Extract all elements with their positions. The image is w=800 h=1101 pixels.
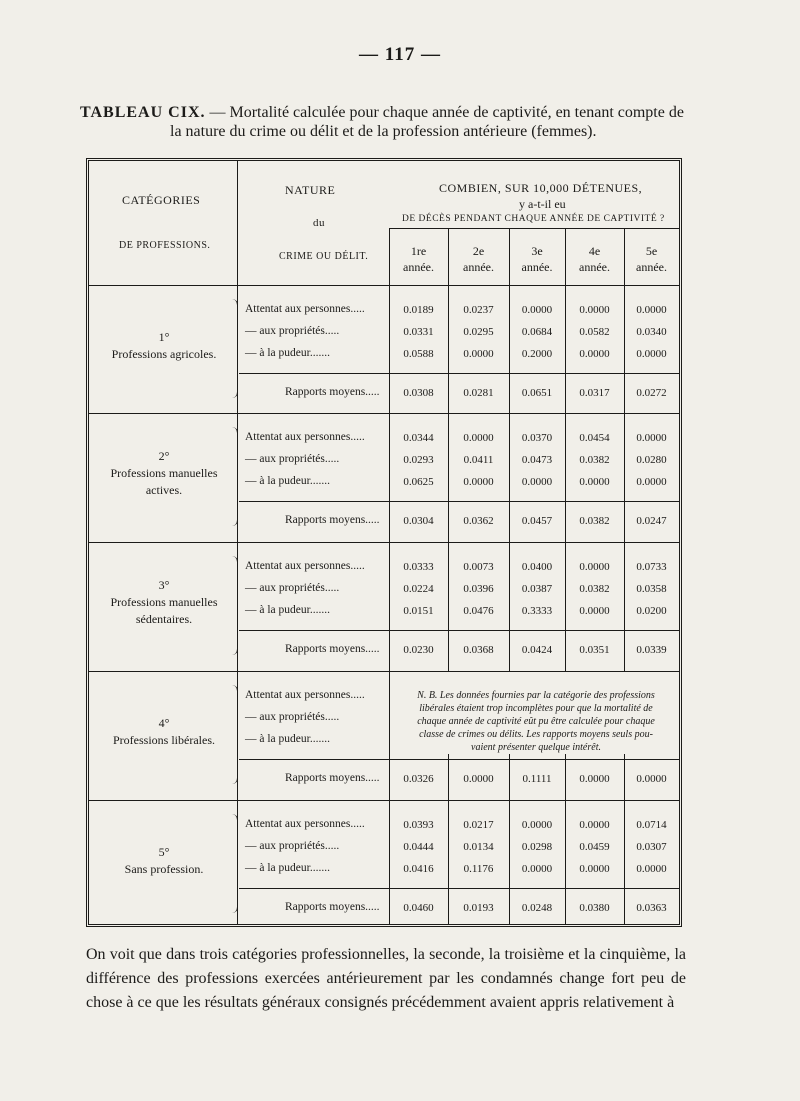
table-cell: 0.0582 xyxy=(579,326,610,338)
table-cell: 0.0000 xyxy=(463,476,494,488)
category-label: 2° xyxy=(158,449,170,463)
summary-cell: 0.0247 xyxy=(636,515,667,527)
table-cell: 0.0000 xyxy=(636,348,667,360)
year-word: année. xyxy=(403,260,434,274)
header-combien-question: DE DÉCÈS PENDANT CHAQUE ANNÉE DE CAPTIVITÉ ? xyxy=(402,214,665,224)
table-cell: 0.0000 xyxy=(579,819,610,831)
header-categories: CATÉGORIES xyxy=(122,193,201,207)
table-cell: 0.0000 xyxy=(521,819,553,831)
summary-cell: 0.0000 xyxy=(636,773,667,785)
summary-cell: 0.0460 xyxy=(403,902,434,914)
footer-paragraph: On voit que dans trois catégories professionnelles, la seconde, la troisième et la cinquième, la différence des professions exercées antérieurement par les condamnés change fort peu de chose à ce que les résultats généraux consignés précédemment avaient appris relativement à xyxy=(86,946,686,1011)
table-cell: 0.0237 xyxy=(463,304,494,316)
table-cell: 0.0000 xyxy=(636,476,667,488)
table-rule xyxy=(239,630,679,631)
table-cell: 0.0454 xyxy=(579,432,610,444)
crime-label: Attentat aux personnes..... xyxy=(245,431,365,443)
summary-label: Rapports moyens..... xyxy=(285,772,380,784)
table-cell: 0.0217 xyxy=(463,819,494,831)
table-cell: 0.0000 xyxy=(579,863,610,875)
summary-cell: 0.0362 xyxy=(463,515,494,527)
year-word: année. xyxy=(579,260,610,274)
table-cell: 0.0331 xyxy=(403,326,434,338)
year-ordinal: 4e xyxy=(588,244,601,258)
category-label: Professions manuelles xyxy=(110,466,218,480)
year-ordinal: 3e xyxy=(531,244,543,258)
crime-label: Attentat aux personnes..... xyxy=(245,303,365,315)
table-cell: 0.0393 xyxy=(403,819,434,831)
table-cell: 0.0416 xyxy=(403,863,434,875)
table-cell: 0.0333 xyxy=(403,561,434,573)
category-label: 1° xyxy=(158,329,170,344)
table-cell: 0.0000 xyxy=(521,304,553,316)
table-cell: 0.0134 xyxy=(463,841,494,853)
summary-cell: 0.0248 xyxy=(521,902,553,914)
table-cell: 0.0000 xyxy=(521,863,553,875)
table-rule xyxy=(239,501,679,502)
summary-cell: 0.1111 xyxy=(522,773,552,785)
table-cell: 0.0000 xyxy=(636,432,667,444)
table-cell: 0.0370 xyxy=(521,432,553,444)
summary-cell: 0.0651 xyxy=(521,387,553,399)
summary-cell: 0.0304 xyxy=(403,515,434,527)
summary-cell: 0.0351 xyxy=(579,644,610,656)
summary-cell: 0.0382 xyxy=(579,515,610,527)
table-cell: 0.0473 xyxy=(521,454,553,466)
table-rule xyxy=(239,759,679,760)
table-cell: 0.0444 xyxy=(403,841,434,853)
summary-cell: 0.0230 xyxy=(403,644,434,656)
table-cell: 0.0189 xyxy=(403,304,434,316)
year-header xyxy=(624,243,679,275)
crime-label: Attentat aux personnes..... xyxy=(245,560,365,572)
table-cell: 0.0411 xyxy=(463,454,494,466)
note-line: classe de crimes ou délits. Les rapports moyens seuls pou- xyxy=(419,729,653,740)
summary-cell: 0.0457 xyxy=(521,515,553,527)
table-cell: 0.0151 xyxy=(403,605,434,617)
category-label: 4° xyxy=(158,715,170,730)
header-nature: NATURE xyxy=(285,183,336,197)
crime-label: — à la pudeur....... xyxy=(245,733,330,745)
year-ordinal: 2e xyxy=(472,244,485,258)
category-label: Sans profession. xyxy=(124,861,204,876)
table-cell: 0.0295 xyxy=(463,326,494,338)
table-cell: 0.0476 xyxy=(463,605,494,617)
category-label: 5° xyxy=(158,844,170,859)
brace-icon xyxy=(231,299,238,398)
table-cell: 0.0298 xyxy=(521,841,553,853)
table-cell: 0.0073 xyxy=(463,561,494,573)
year-ordinal: 5e xyxy=(645,244,658,258)
crime-label: Attentat aux personnes..... xyxy=(245,689,365,701)
category-label: Professions libérales. xyxy=(113,732,215,747)
table-cell: 0.0224 xyxy=(403,583,434,595)
table-cell: 0.0340 xyxy=(636,326,667,338)
table-cell: 0.0588 xyxy=(403,348,434,360)
summary-cell: 0.0363 xyxy=(636,902,667,914)
table-cell: 0.0459 xyxy=(579,841,610,853)
table-cell: 0.0307 xyxy=(636,841,667,853)
category-label: Professions agricoles. xyxy=(111,346,217,361)
summary-cell: 0.0424 xyxy=(521,644,553,656)
brace-icon xyxy=(231,685,238,784)
header-nature-sub: CRIME OU DÉLIT. xyxy=(279,251,369,262)
crime-label: Attentat aux personnes..... xyxy=(245,818,365,830)
summary-cell: 0.0281 xyxy=(463,387,494,399)
summary-cell: 0.0000 xyxy=(579,773,610,785)
table-cell: 0.0733 xyxy=(636,561,667,573)
table-cell: 0.0382 xyxy=(579,454,610,466)
table-cell: 0.0000 xyxy=(636,304,667,316)
table-cell: 0.0344 xyxy=(403,432,434,444)
table-cell: 0.0000 xyxy=(579,304,610,316)
year-word: année. xyxy=(463,260,494,274)
header-combien-sub: y a-t-il eu xyxy=(519,197,566,211)
table-cell: 0.0396 xyxy=(463,583,494,595)
header-nature-du: du xyxy=(313,217,325,229)
summary-cell: 0.0326 xyxy=(403,773,434,785)
summary-cell: 0.0308 xyxy=(403,387,434,399)
category-label: Professions manuelles xyxy=(110,595,218,609)
category-label: sédentaires. xyxy=(135,612,193,626)
summary-cell: 0.0380 xyxy=(579,902,610,914)
page-number: — 117 — xyxy=(359,44,441,65)
note-box xyxy=(393,689,679,754)
note-line: N. B. Les données fournies par la catégorie des professions xyxy=(417,690,655,701)
table-cell: 0.0000 xyxy=(579,561,610,573)
year-header xyxy=(565,243,624,275)
table-cell: 0.0714 xyxy=(636,819,667,831)
summary-cell: 0.0000 xyxy=(463,773,494,785)
table-cell: 0.0400 xyxy=(521,561,553,573)
table-cell: 0.2000 xyxy=(521,348,553,360)
summary-cell: 0.0317 xyxy=(579,387,610,399)
category-label: 3° xyxy=(158,578,170,592)
table-cell: 0.0358 xyxy=(636,583,667,595)
summary-label: Rapports moyens..... xyxy=(285,643,380,655)
table-heading xyxy=(80,103,690,141)
crime-label: — à la pudeur....... xyxy=(245,347,330,359)
table-cell: 0.0000 xyxy=(463,432,494,444)
table-rule xyxy=(89,542,679,543)
crime-label: — aux propriétés..... xyxy=(245,582,340,594)
table-cell: 0.0200 xyxy=(636,605,667,617)
summary-label: Rapports moyens..... xyxy=(285,514,380,526)
table-cell: 0.0000 xyxy=(636,863,667,875)
table-cell: 0.0000 xyxy=(463,348,494,360)
header-combien: COMBIEN, SUR 10,000 DÉTENUES, xyxy=(439,181,643,195)
table-cell: 0.0293 xyxy=(403,454,434,466)
note-line: libérales étaient trop incomplètes pour que la mortalité de xyxy=(419,703,653,714)
crime-label: — à la pudeur....... xyxy=(245,862,330,874)
table-cell: 0.0382 xyxy=(579,583,610,595)
table-label: TABLEAU CIX. xyxy=(80,104,206,121)
table-rule xyxy=(89,413,679,414)
table-cell: 0.0280 xyxy=(636,454,667,466)
table-cell: 0.1176 xyxy=(463,863,494,875)
heading-line-1: — Mortalité calculée pour chaque année de captivité, en tenant compte de xyxy=(209,104,684,121)
table-cell: 0.0000 xyxy=(579,476,610,488)
table-cell: 0.0625 xyxy=(403,476,434,488)
crime-label: — aux propriétés..... xyxy=(245,840,340,852)
brace-icon xyxy=(231,814,238,913)
heading-line-2: la nature du crime ou délit et de la profession antérieure (femmes). xyxy=(170,123,597,140)
table-cell: 0.3333 xyxy=(521,605,553,617)
summary-cell: 0.0193 xyxy=(463,902,494,914)
summary-label: Rapports moyens..... xyxy=(285,901,380,913)
header-categories-sub: DE PROFESSIONS. xyxy=(119,240,211,251)
table-cell: 0.0000 xyxy=(579,348,610,360)
year-header xyxy=(448,243,509,275)
table-rule xyxy=(239,888,679,889)
crime-label: — à la pudeur....... xyxy=(245,604,330,616)
crime-label: — à la pudeur....... xyxy=(245,475,330,487)
brace-icon xyxy=(231,427,238,526)
summary-label: Rapports moyens..... xyxy=(285,386,380,398)
table-rule xyxy=(389,228,679,229)
crime-label: — aux propriétés..... xyxy=(245,453,340,465)
crime-label: — aux propriétés..... xyxy=(245,325,340,337)
table-rule xyxy=(89,285,679,286)
table-cell: 0.0000 xyxy=(521,476,553,488)
crime-label: — aux propriétés..... xyxy=(245,711,340,723)
brace-icon xyxy=(231,556,238,655)
table-rule xyxy=(239,373,679,374)
year-header xyxy=(389,243,448,275)
note-line: vaient présenter quelque intérêt. xyxy=(471,742,601,753)
table-cell: 0.0684 xyxy=(521,326,553,338)
year-ordinal: 1re xyxy=(410,244,427,258)
summary-cell: 0.0339 xyxy=(636,644,667,656)
year-word: année. xyxy=(636,260,667,274)
summary-cell: 0.0272 xyxy=(636,387,667,399)
year-word: année. xyxy=(521,260,553,274)
table-rule xyxy=(89,800,679,801)
year-header xyxy=(509,243,565,275)
table-cell: 0.0387 xyxy=(521,583,553,595)
mortality-table xyxy=(86,158,682,927)
note-line: chaque année de captivité eût pu être calculée pour chaque xyxy=(417,716,655,727)
summary-cell: 0.0368 xyxy=(463,644,494,656)
table-cell: 0.0000 xyxy=(579,605,610,617)
category-label: actives. xyxy=(145,483,183,497)
